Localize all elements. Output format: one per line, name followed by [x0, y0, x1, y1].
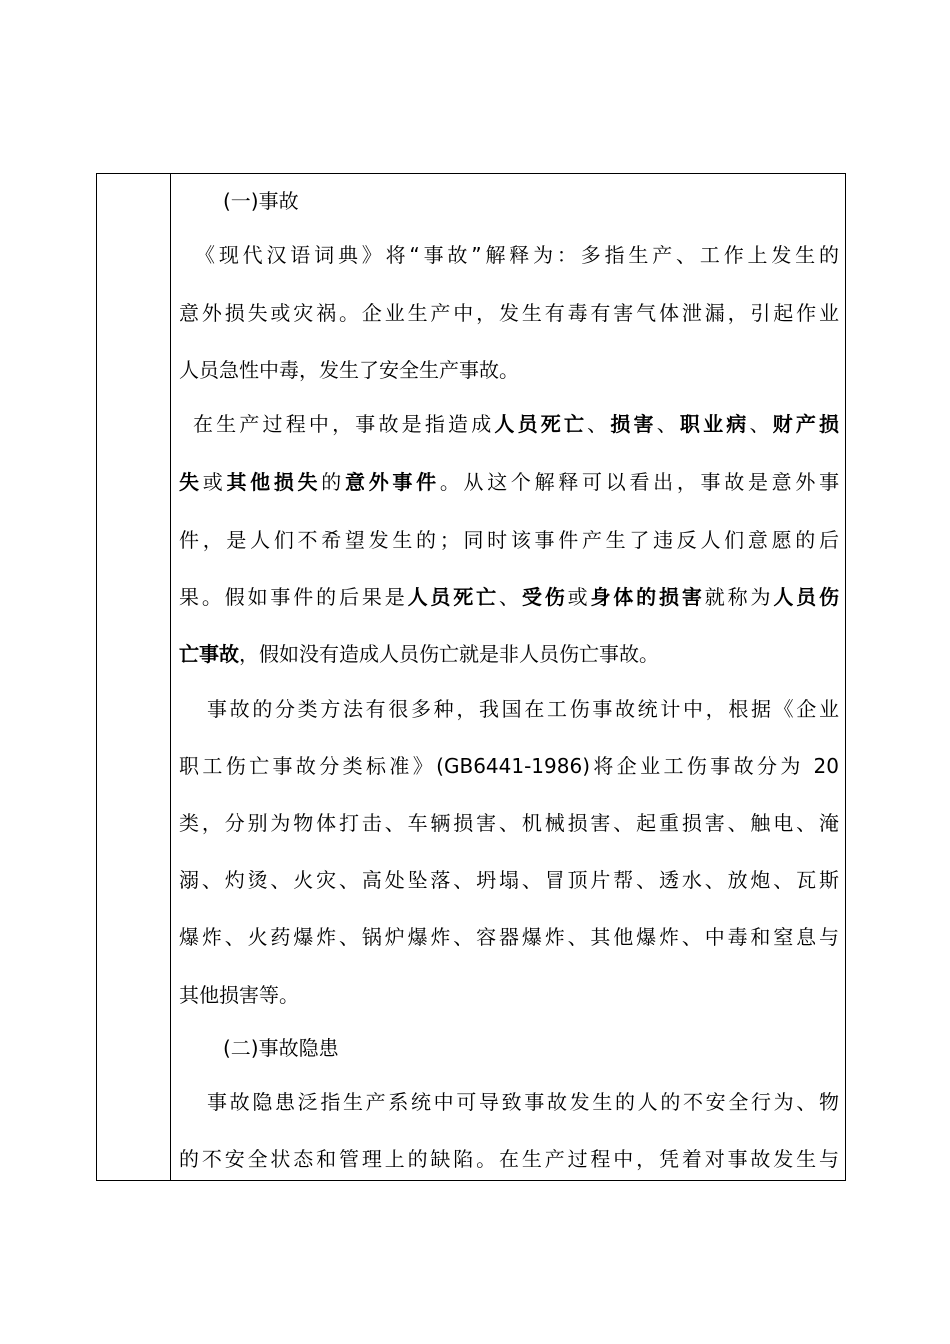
table-left-column — [97, 174, 171, 1180]
para3-line3: 类，分别为物体打击、车辆损害、机械损害、起重损害、触电、淹 — [179, 811, 839, 835]
para1-line3: 人员急性中毒，发生了安全生产事故。 — [179, 358, 519, 382]
section-heading-accident: (一)事故 — [223, 189, 299, 213]
para3-line1: 事故的分类方法有很多种，我国在工伤事故统计中，根据《企业 — [207, 697, 839, 721]
para2-line5: 亡事故，假如没有造成人员伤亡就是非人员伤亡事故。 — [179, 642, 659, 666]
para1-line2: 意外损失或灾祸。企业生产中，发生有毒有害气体泄漏，引起作业 — [179, 301, 839, 325]
section-heading-hazard: (二)事故隐患 — [223, 1036, 339, 1060]
para3-line5: 爆炸、火药爆炸、锅炉爆炸、容器爆炸、其他爆炸、中毒和窒息与 — [179, 925, 839, 949]
para3-line2: 职工伤亡事故分类标准》(GB6441-1986)将企业工伤事故分为 20 — [179, 754, 839, 778]
para2-line4: 果。假如事件的后果是人员死亡、受伤或身体的损害就称为人员伤 — [179, 585, 840, 609]
document-table — [96, 173, 846, 1181]
section2-para1-line1: 事故隐患泛指生产系统中可导致事故发生的人的不安全行为、物 — [207, 1090, 839, 1114]
para1-line1: 《现代汉语词典》将“事故”解释为：多指生产、工作上发生的 — [195, 243, 839, 267]
para2-line2: 失或其他损失的意外事件。从这个解释可以看出，事故是意外事 — [179, 470, 840, 494]
para3-line6: 其他损害等。 — [179, 983, 299, 1007]
para3-line4: 溺、灼烫、火灾、高处坠落、坍塌、冒顶片帮、透水、放炮、瓦斯 — [179, 868, 839, 892]
para2-line3: 件，是人们不希望发生的；同时该事件产生了违反人们意愿的后 — [179, 528, 839, 552]
para2-line1: 在生产过程中，事故是指造成人员死亡、损害、职业病、财产损 — [193, 412, 840, 436]
section2-para1-line2: 的不安全状态和管理上的缺陷。在生产过程中，凭着对事故发生与 — [179, 1147, 839, 1171]
